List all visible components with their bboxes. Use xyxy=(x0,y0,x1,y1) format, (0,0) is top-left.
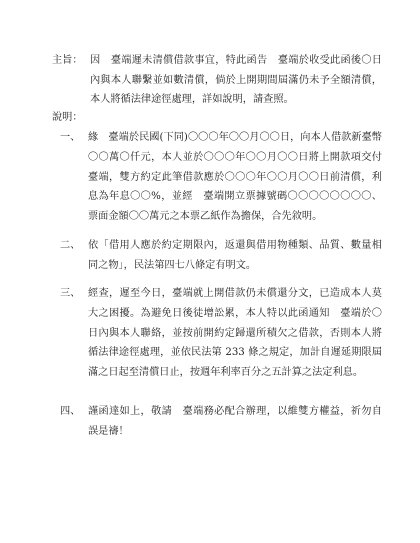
explanation-item-4 xyxy=(60,402,382,442)
subject-section xyxy=(52,51,382,110)
subject-label: 主旨： xyxy=(52,55,83,66)
item-number: 一、 xyxy=(60,132,81,143)
item-number: 二、 xyxy=(60,240,81,251)
explanation-item-3 xyxy=(60,284,382,383)
item-text: 經查，遲至今日，臺端就上開借款仍未償還分文，已造成本人莫大之困擾。為避免日後徒增訟累，本人特以此函通知 臺端於〇日內與本人聯絡，並按前開約定歸還所積欠之借款，否則本人將循法律途徑處理，並依民法第 233 條之規定，加計自遲延期限屆滿之日起至清償日止，按週年利率百分之五計算之法定利息。 xyxy=(88,288,382,379)
item-number: 四、 xyxy=(60,406,81,417)
explanation-label: 說明： xyxy=(52,112,83,123)
item-text: 緣 臺端於民國(下同)〇〇〇年〇〇月〇〇日，向本人借款新臺幣〇〇萬〇仟元，本人並於〇〇〇年〇〇月〇〇日將上開款項交付臺端，雙方約定此筆借款應於〇〇〇年〇〇月〇〇日前清償，利息為年息〇〇%，並經 臺端開立票據號碼〇〇〇〇〇〇〇〇、票面金額〇〇萬元之本票乙紙作為擔保，合先敘明。 xyxy=(88,132,382,223)
item-number: 三、 xyxy=(60,288,81,299)
item-text: 依「借用人應於約定期限內，返還與借用物種類、品質、數量相同之物」，民法第四七八條定有明文。 xyxy=(88,240,382,271)
explanation-item-1 xyxy=(60,128,382,227)
item-text: 謹函達如上，敬請 臺端務必配合辦理，以維雙方權益，祈勿自誤是禱！ xyxy=(88,406,382,437)
explanation-item-2 xyxy=(60,236,382,276)
subject-text: 因 臺端遲未清償借款事宜，特此函告 臺端於收受此函後〇日內與本人聯繫並如數清償，倘於上開期間屆滿仍未予全額清償，本人將循法律途徑處理，詳如說明，請查照。 xyxy=(90,55,382,105)
